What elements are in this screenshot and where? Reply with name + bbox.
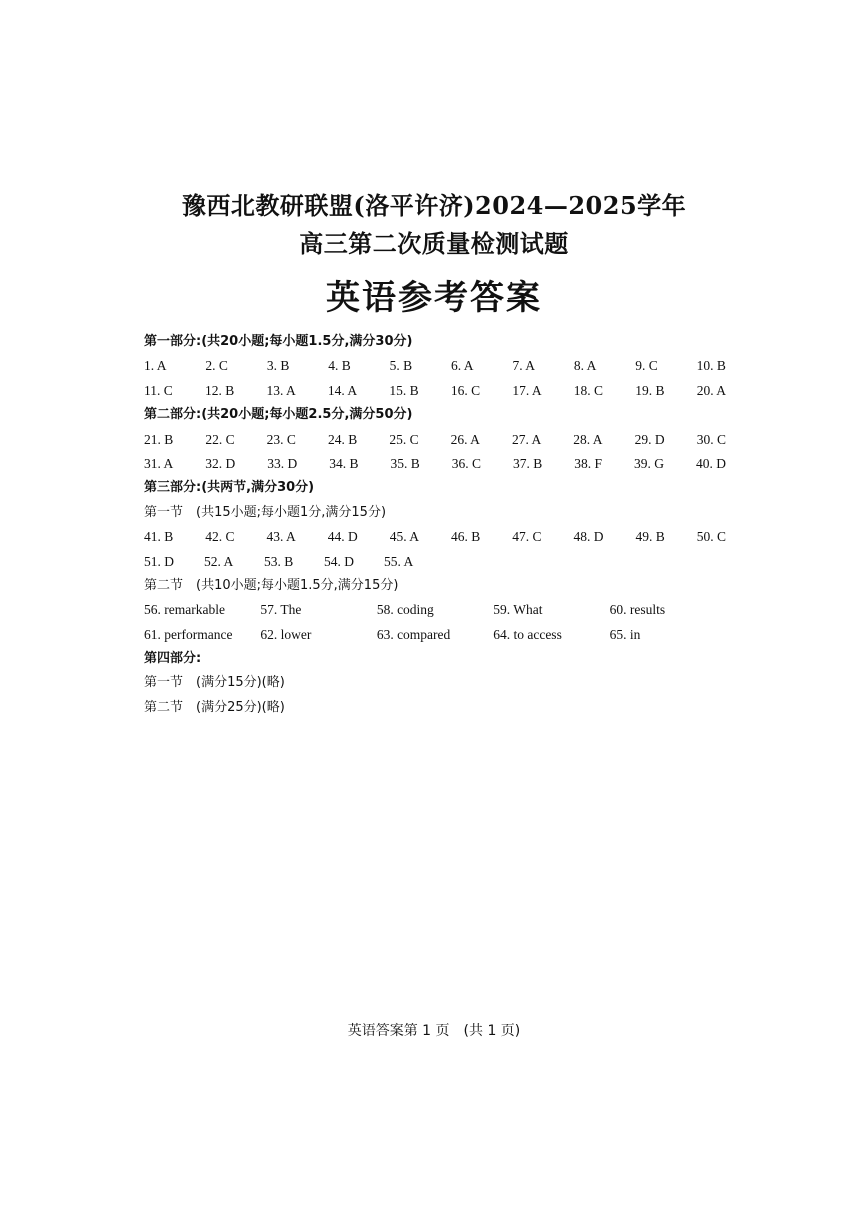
- answer-item: 56. remarkable: [144, 602, 225, 618]
- answer-item: 16. C: [450, 382, 481, 398]
- answer-item: 64. to access: [493, 626, 562, 642]
- answer-item: 48. D: [573, 529, 604, 545]
- answer-item: 28. A: [573, 431, 603, 447]
- answer-item: 59. What: [493, 602, 543, 618]
- answer-key-title: 英语参考答案: [326, 278, 542, 318]
- part3-section1-row-2: [144, 550, 726, 574]
- answer-item: 54. D: [324, 553, 354, 569]
- answer-item: 13. A: [266, 382, 296, 398]
- answer-item: 7. A: [512, 358, 535, 374]
- answer-item: 65. in: [609, 626, 641, 642]
- answer-content: [144, 330, 734, 720]
- answer-item: 47. C: [512, 529, 542, 545]
- answer-item: 31. A: [144, 455, 174, 471]
- answer-item: 34. B: [329, 455, 359, 471]
- answer-item: 42. C: [205, 529, 235, 545]
- answer-item: 63. compared: [376, 626, 451, 642]
- answer-item: 10. B: [696, 358, 726, 374]
- answer-item: 50. C: [696, 529, 726, 545]
- answer-item: 24. B: [327, 431, 358, 447]
- answer-item: 52. A: [204, 553, 234, 569]
- answer-item: 5. B: [389, 358, 413, 374]
- answer-item: 6. A: [451, 358, 474, 374]
- part4-heading: 第四部分:: [144, 651, 202, 667]
- answer-item: 21. B: [144, 431, 174, 447]
- part1-heading: 第一部分:(共20小题;每小题1.5分,满分30分): [144, 334, 413, 349]
- exam-title-line1: 豫西北教研联盟(洛平许济)2024—2025学年: [181, 191, 687, 220]
- answer-item: 30. C: [696, 431, 726, 447]
- part2-row-2: [144, 452, 726, 476]
- answer-item: 8. A: [573, 358, 597, 374]
- exam-title-line2: 高三第二次质量检测试题: [299, 229, 569, 258]
- part2-row-1: [144, 428, 726, 452]
- answer-item: 17. A: [512, 382, 542, 398]
- answer-item: 57. The: [260, 602, 302, 618]
- answer-item: 55. A: [384, 553, 414, 569]
- answer-item: 23. C: [266, 431, 296, 447]
- answer-item: 19. B: [635, 382, 665, 398]
- answer-item: 44. D: [327, 529, 358, 545]
- part3-section2-heading: 第二节 (共10小题;每小题1.5分,满分15分): [144, 577, 399, 593]
- answer-item: 33. D: [267, 455, 298, 471]
- page-footer: 英语答案第 1 页 (共 1 页): [347, 1023, 521, 1039]
- answer-item: 49. B: [635, 529, 665, 545]
- part3-heading: 第三部分:(共两节,满分30分): [144, 480, 315, 496]
- answer-item: 25. C: [389, 431, 419, 447]
- answer-item: 58. coding: [376, 602, 434, 618]
- part4-section1: 第一节 (满分15分)(略): [144, 675, 285, 691]
- answer-item: 45. A: [389, 529, 419, 545]
- part3-section1-row-1: [144, 525, 726, 549]
- answer-item: 20. A: [696, 382, 726, 398]
- answer-item: 60. results: [609, 602, 666, 618]
- answer-item: 26. A: [450, 431, 480, 447]
- answer-item: 4. B: [328, 358, 351, 374]
- answer-item: 12. B: [204, 382, 235, 398]
- part4-section2: 第二节 (满分25分)(略): [144, 699, 285, 715]
- answer-item: 61. performance: [144, 626, 233, 642]
- answer-item: 37. B: [512, 455, 543, 471]
- part2-heading: 第二部分:(共20小题;每小题2.5分,满分50分): [144, 407, 413, 423]
- answer-item: 62. lower: [260, 626, 312, 642]
- answer-item: 3. B: [266, 358, 290, 374]
- answer-item: 15. B: [389, 382, 419, 398]
- answer-item: 22. C: [205, 431, 235, 447]
- part1-row-1: [144, 354, 726, 378]
- part3-section2-row-2: [144, 623, 726, 647]
- answer-item: 51. D: [144, 553, 174, 569]
- answer-item: 29. D: [634, 431, 665, 447]
- answer-item: 11. C: [144, 382, 173, 398]
- answer-item: 1. A: [144, 358, 167, 374]
- answer-item: 14. A: [327, 382, 358, 398]
- answer-item: 41. B: [144, 529, 174, 545]
- answer-item: 38. F: [574, 455, 602, 471]
- part1-row-2: [144, 379, 726, 403]
- answer-item: 53. B: [264, 553, 294, 569]
- answer-item: 2. C: [205, 358, 228, 374]
- answer-item: 27. A: [511, 431, 542, 447]
- part3-section2-row-1: [144, 598, 726, 622]
- answer-item: 39. G: [633, 455, 664, 471]
- answer-item: 46. B: [450, 529, 481, 545]
- answer-item: 9. C: [635, 358, 658, 374]
- answer-item: 32. D: [205, 455, 236, 471]
- answer-item: 43. A: [266, 529, 296, 545]
- answer-item: 40. D: [695, 455, 726, 471]
- answer-item: 35. B: [390, 455, 420, 471]
- part3-section1-heading: 第一节 (共15小题;每小题1分,满分15分): [144, 504, 387, 520]
- answer-item: 18. C: [573, 382, 604, 398]
- answer-item: 36. C: [451, 455, 481, 471]
